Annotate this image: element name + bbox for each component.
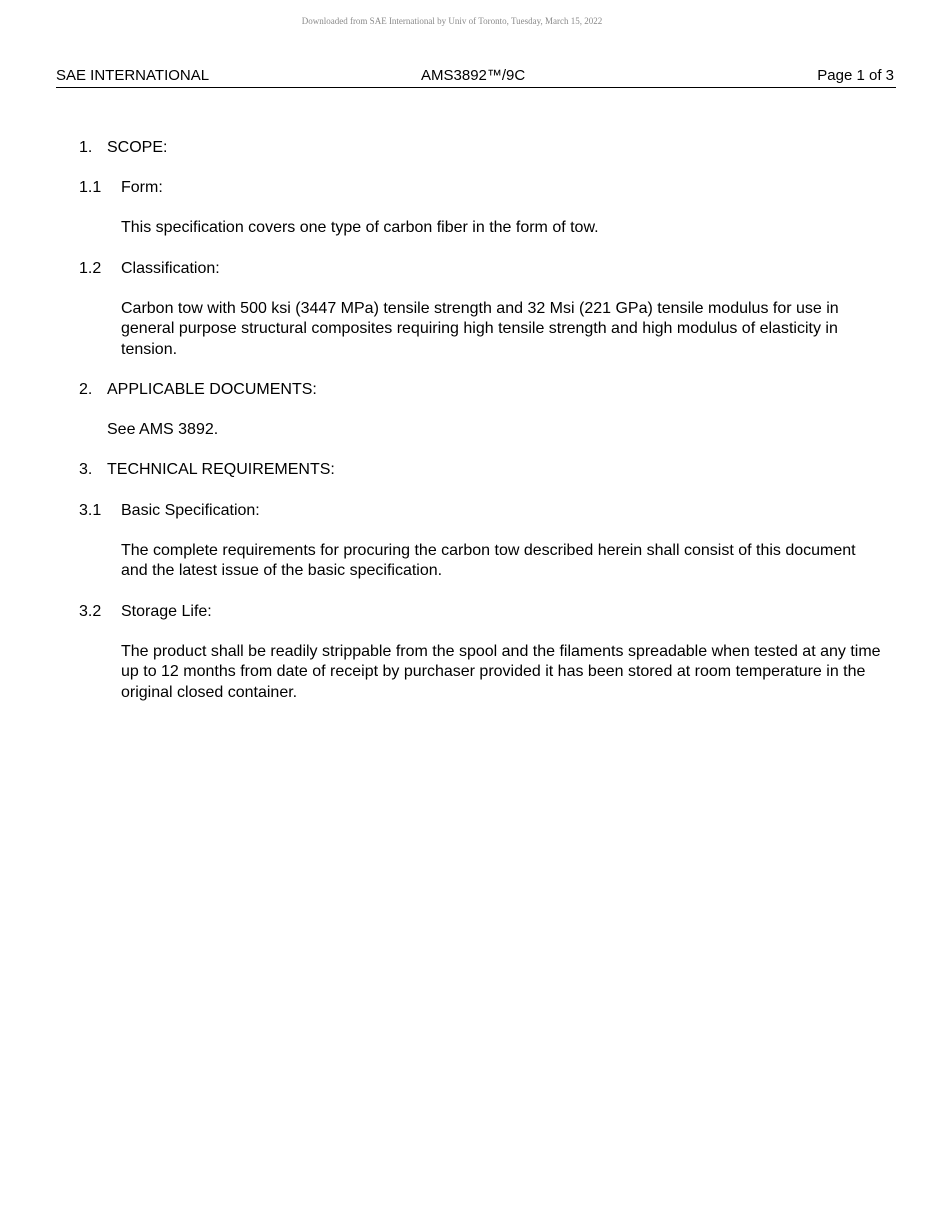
section-classification-text: Carbon tow with 500 ksi (3447 MPa) tensile strength and 32 Msi (221 GPa) tensile modulus for use in general purpose structural composites requiring high tensile strength and high modulus of elasticity in tension. (121, 300, 839, 358)
section-number: 2. (79, 381, 93, 398)
section-title: Classification: (121, 260, 220, 277)
section-title: SCOPE: (107, 139, 168, 156)
header-organization: SAE INTERNATIONAL (56, 67, 210, 84)
section-storage-life-text: The product shall be readily strippable from the spool and the filaments spreadable when tested at any time up to 12 months from date of receipt by purchaser provided it has been stored at room temperature in the original closed container. (121, 643, 881, 701)
section-title: TECHNICAL REQUIREMENTS: (107, 461, 335, 478)
section-basic-specification-text: The complete requirements for procuring the carbon tow described herein shall consist of this document and the latest issue of the basic specification. (121, 542, 856, 580)
section-number: 3. (79, 461, 93, 478)
section-title: Form: (121, 179, 163, 196)
section-title: Storage Life: (121, 603, 212, 620)
section-number: 1.1 (79, 179, 102, 196)
section-applicable-documents-text: See AMS 3892. (107, 421, 219, 438)
section-form-text: This specification covers one type of carbon fiber in the form of tow. (121, 219, 599, 236)
header-page-number: Page 1 of 3 (817, 67, 894, 84)
section-number: 3.2 (79, 603, 102, 620)
section-title: Basic Specification: (121, 502, 260, 519)
section-title: APPLICABLE DOCUMENTS: (107, 381, 317, 398)
section-number: 1.2 (79, 260, 102, 277)
download-watermark: Downloaded from SAE International by Univ of Toronto, Tuesday, March 15, 2022 (301, 16, 603, 26)
header-document-id: AMS3892™/9C (421, 67, 526, 84)
section-number: 1. (79, 139, 93, 156)
page-header (56, 67, 896, 88)
section-number: 3.1 (79, 502, 102, 519)
